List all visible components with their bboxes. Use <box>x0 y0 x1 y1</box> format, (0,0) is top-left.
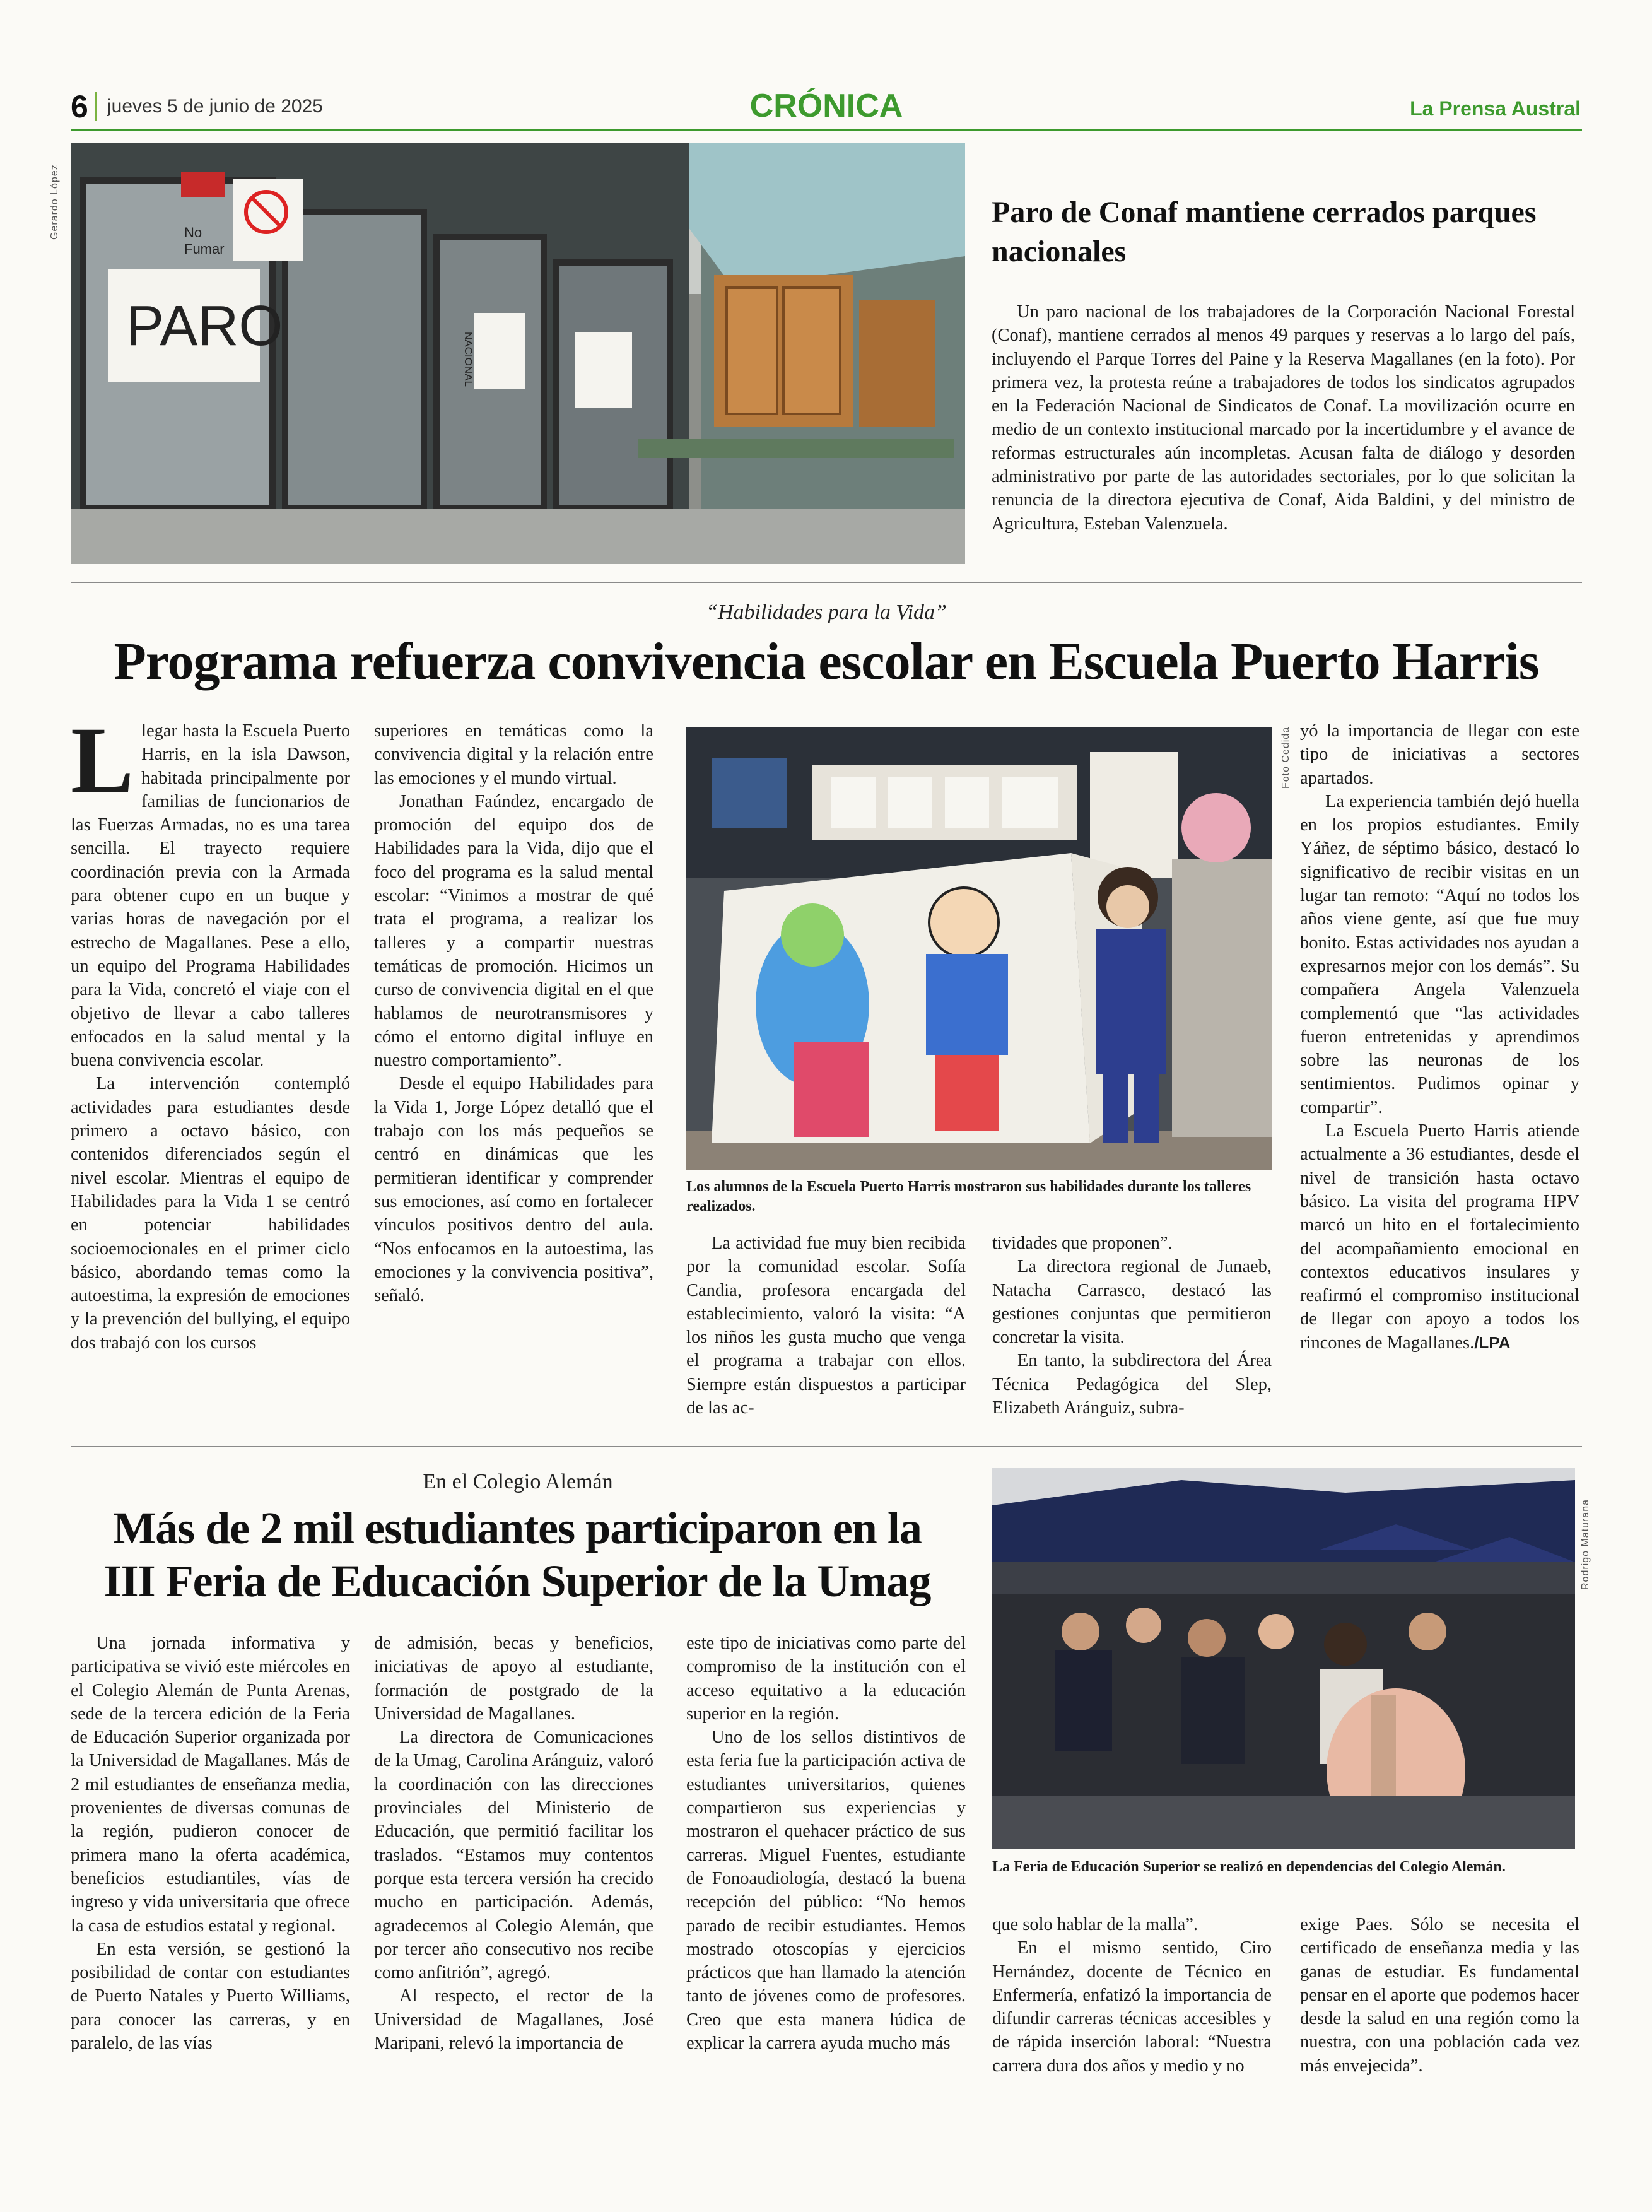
conaf-building-photo <box>71 143 965 564</box>
drop-cap: L <box>71 708 134 813</box>
paro-sign-text: PARO <box>126 295 283 358</box>
page-date: jueves 5 de junio de 2025 <box>107 96 323 117</box>
bottom-col-4: que solo hablar de la malla”. En el mismo sentido, Ciro Hernández, docente de Técnico en Enfermería, enfatizó la importancia de difundir carreras técnicas accesibles y de rápida inserción laboral: “Nuestra carrera dura dos años y medio y no <box>992 1915 1272 2076</box>
main-col-2: superiores en temáticas como la convivencia digital y la relación entre las emociones y el mundo virtual. Jonathan Faúndez, encargado de promoción del equipo dos de Habilidades para la Vida, dijo que el foco del programa es la salud mental escolar: “Vinimos a mostrar de qué trata el programa, a realizar los talleres y a compartir nuestras temáticas de promoción. Hicimos un curso de convivencia digital en el que hablamos de neurotransmisores y cómo el entorno digital influye en nuestro comportamiento”. Desde el equipo Habilidades para la Vida 1, Jorge López detalló que el trabajo con los más pequeños se centró en dinámicas que les permitieran identificar y comprender sus emociones, así como en fortalecer vínculos positivos dentro del aula. “Nos enfocamos en la autoestima, las emociones y la convivencia positiva”, señaló. <box>374 721 653 1306</box>
education-fair-photo <box>992 1468 1575 1849</box>
newspaper-name: La Prensa Austral <box>1410 97 1581 120</box>
main-photo-credit: Foto Cedida <box>1280 726 1291 789</box>
main-col-5: yó la importancia de llegar con este tipo de iniciativas a sectores apartados. La experiencia también dejó huella en los propios estudiantes. Emily Yáñez, de séptimo básico, destacó lo significativo de recibir visitas en un lugar tan remoto: “Aquí no todos los años viene gente, así que fue muy bonito. Estas actividades nos ayudan a expresarnos mejor con los demás”. Su compañera Angela Valenzuela complementó que “las actividades fueron entretenidas y aprendimos sobre las neuronas de los sentimientos. Pudimos opinar y compartir”. La Escuela Puerto Harris atiende actualmente a 36 estudiantes, desde el nivel de transición hasta octavo básico. La visita del programa HPV marcó un hito en el fortalecimiento del acompañamiento emocional en contextos educativos insulares y reafirmó el compromiso institucional de llegar con apoyo a todos los rincones de Magallanes./LPA <box>1300 721 1579 1353</box>
bottom-photo-credit: Rodrigo Maturana <box>1580 1498 1591 1590</box>
main-col-1: Llegar hasta la Escuela Puerto Harris, en la isla Dawson, habitada principalmente por familias de funcionarios de las Fuerzas Armadas, no es una tarea sencilla. El trayecto requiere coordinación previa con la Armada para obtener cupo en un buque y varias horas de navegación por el estrecho de Magallanes. Pese a ello, un equipo del Programa Habilidades para la Vida, concretó el viaje con el objetivo de llevar a cabo talleres enfocados en la salud mental y la buena convivencia escolar. La intervención contempló actividades para estudiantes desde primero a octavo básico, con contenidos diferenciados según el nivel escolar. Mientras el equipo de Habilidades para la Vida 1 se centró en potenciar habilidades socioemocionales en el primer ciclo básico, abordando temas como la autoestima, la expresión de emociones y la prevención del bullying, el equipo dos trabajó con los cursos <box>71 708 350 1353</box>
conaf-headline: Paro de Conaf mantiene cerrados parques nacionales <box>992 196 1537 268</box>
bottom-kicker: En el Colegio Alemán <box>423 1470 613 1493</box>
author-signature: /LPA <box>1474 1332 1511 1352</box>
bottom-col-3: este tipo de iniciativas como parte del compromiso de la institución con el acceso equitativo a la educación superior en la región. Uno de los sellos distintivos de esta feria fue la participación activa de estudiantes universitarios, quienes compartieron sus experiencias y mostraron el quehacer práctico de sus carreras. Miguel Fuentes, estudiante de Fonoaudiología, destacó la buena recepción del público: “No hemos parado de recibir estudiantes. Hemos mostrado otoscopías y ejercicios prácticos que han llamado la atención tanto de jóvenes como de profesores. Creo que esta manera lúdica de explicar la carrera ayuda mucho más <box>686 1633 966 2054</box>
divider-top <box>71 582 1582 583</box>
students-drawings-illustration <box>686 727 1272 1170</box>
divider-middle <box>71 1446 1582 1447</box>
bottom-col-5: exige Paes. Sólo se necesita el certificado de enseñanza media y las ganas de estudiar. Es fundamental pensar en el aporte que podemos hacer desde la salud en una región como la nuestra, con una población cada vez más envejecida”. <box>1300 1915 1579 2076</box>
students-drawings-photo <box>686 727 1272 1170</box>
education-fair-illustration <box>992 1468 1575 1849</box>
bottom-col-1: Una jornada informativa y participativa se vivió este miércoles en el Colegio Alemán de Punta Arenas, sede de la tercera edición de la Feria de Educación Superior organizada por la Universidad de Magallanes. Más de 2 mil estudiantes de enseñanza media, provenientes de diversas comunas de la región, pudieron conocer de primera mano la oferta académica, beneficios estudiantiles, vías de ingreso y vida universitaria que ofrece la casa de estudios estatal y regional. En esta versión, se gestionó la posibilidad de contar con estudiantes de Puerto Natales y Puerto Williams, para conocer las carreras, y en paralelo, de las vías <box>71 1633 350 2054</box>
main-col-3: La actividad fue muy bien recibida por la comunidad escolar. Sofía Candia, profesora encargada del establecimiento, valoró la visita: “A los niños les gusta mucho que venga el programa a trabajar con ellos. Siempre están dispuestos a participar de las ac- <box>686 1233 966 1418</box>
page-number-divider <box>95 92 97 121</box>
page-number: 6 <box>71 89 88 124</box>
top-photo-credit: Gerardo López <box>49 164 60 240</box>
main-col-4: tividades que proponen”. La directora regional de Junaeb, Natacha Carrasco, destacó las gestiones conjuntas que permitieron concretar la visita. En tanto, la subdirectora del Área Técnica Pedagógica del Slep, Elizabeth Aránguiz, subra- <box>992 1233 1272 1418</box>
conaf-body: Un paro nacional de los trabajadores de la Corporación Nacional Forestal (Conaf), mantiene cerrados al menos 49 parques y reservas a lo largo del país, incluyendo el Parque Torres del Paine y la Reserva Magallanes (en la foto). Por primera vez, la protesta reúne a trabajadores de todos los sindicatos agrupados en la Federación Nacional de Sindicatos de Conaf. La movilización ocurre en medio de un contexto institucional marcado por la incertidumbre y el avance de reformas estructurales aún incompletas. Acusan falta de diálogo y desorden administrativo por parte de las autoridades sectoriales, por lo que solicitan la renuncia de la directora ejecutiva de Conaf, Aida Baldini, y del ministro de Agricultura, Esteban Valenzuela. <box>992 302 1575 534</box>
bottom-col-2: de admisión, becas y beneficios, iniciativas de apoyo al estudiante, formación de postgrado de la Universidad de Magallanes. La directora de Comunicaciones de la Umag, Carolina Aránguiz, valoró la coordinación con las direcciones provinciales del Ministerio de Educación, que permitió facilitar los traslados. “Estamos muy contentos porque esta tercera versión ha crecido mucho en participación. Además, agradecemos al Colegio Alemán, que por tercer año consecutivo nos recibe como anfitrión”, agregó. Al respecto, el rector de la Universidad de Magallanes, José Maripani, relevó la importancia de <box>374 1633 653 2054</box>
main-photo-caption: Los alumnos de la Escuela Puerto Harris mostraron sus habilidades durante los talleres realizados. <box>686 1179 1251 1215</box>
main-kicker: “Habilidades para la Vida” <box>706 601 947 624</box>
bottom-headline: Más de 2 mil estudiantes participaron en la III Feria de Educación Superior de la Umag <box>103 1503 931 1606</box>
bottom-photo-caption: La Feria de Educación Superior se realizó en dependencias del Colegio Alemán. <box>992 1859 1506 1875</box>
nacional-sign-text: NACIONAL <box>462 332 474 387</box>
section-name: CRÓNICA <box>749 88 903 124</box>
no-fumar-sign-text: No Fumar <box>184 225 225 257</box>
header-rule <box>71 129 1582 131</box>
main-headline: Programa refuerza convivencia escolar en Escuela Puerto Harris <box>114 632 1539 691</box>
